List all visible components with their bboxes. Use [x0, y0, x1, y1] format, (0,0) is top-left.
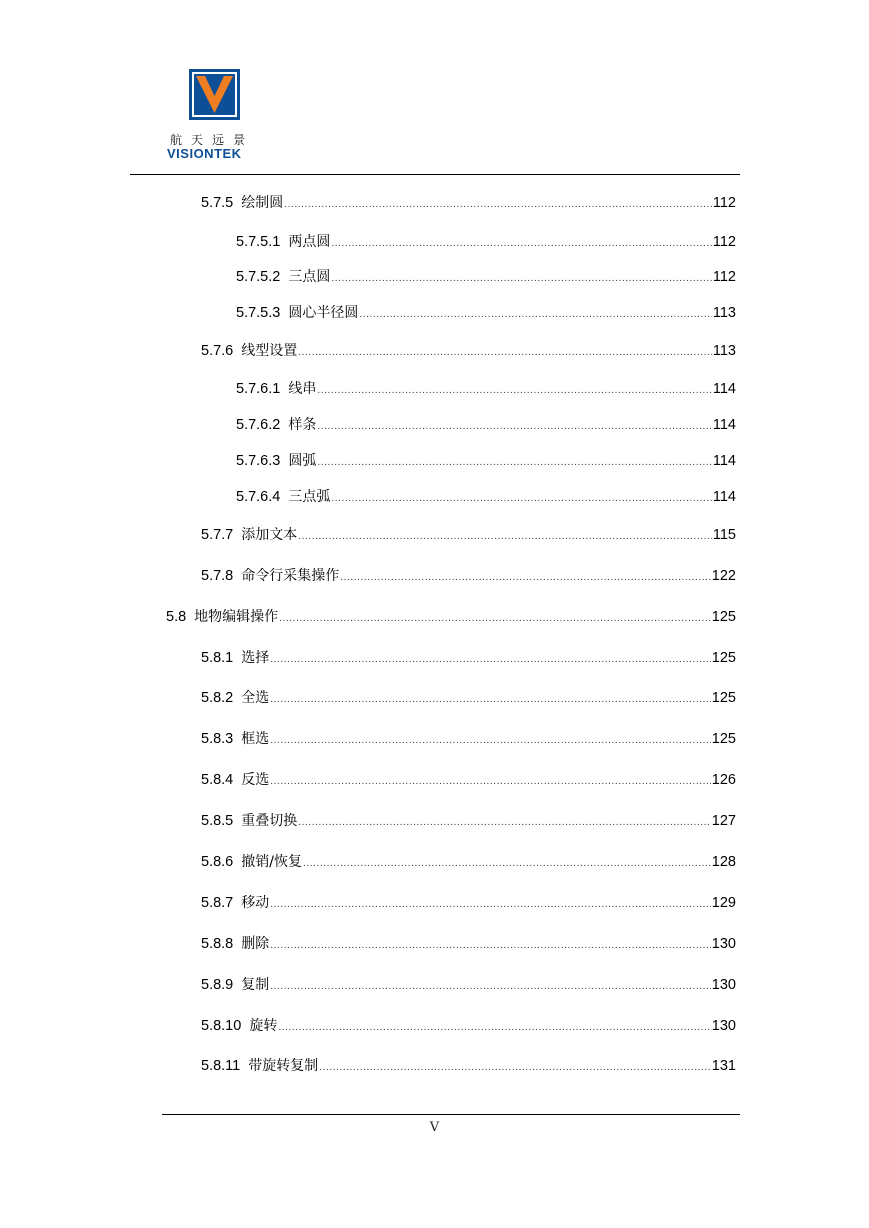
toc-page: 130	[711, 936, 736, 952]
toc-page: 113	[712, 305, 736, 321]
toc-number: 5.7.7	[201, 527, 234, 543]
toc-leader	[270, 772, 711, 792]
toc-number: 5.8.1	[201, 650, 234, 666]
toc-title: 全选	[241, 690, 270, 706]
toc-title: 线串	[288, 381, 317, 397]
toc-entry[interactable]	[201, 811, 736, 831]
toc-leader	[270, 977, 711, 997]
toc-entry[interactable]	[201, 893, 736, 913]
toc-page: 125	[711, 690, 736, 706]
toc-leader	[270, 731, 711, 751]
toc-entry[interactable]	[236, 415, 736, 435]
toc-title: 框选	[241, 731, 270, 747]
toc-entry[interactable]	[201, 341, 736, 361]
toc-number: 5.8.7	[201, 895, 234, 911]
toc-page: 112	[712, 269, 736, 285]
toc-number: 5.7.6.1	[236, 381, 281, 397]
toc-number: 5.8	[166, 609, 187, 625]
toc-page: 114	[712, 417, 736, 433]
toc-title: 选择	[241, 650, 270, 666]
toc-title: 删除	[241, 936, 270, 952]
toc-title: 复制	[241, 977, 270, 993]
toc-number: 5.7.6	[201, 343, 234, 359]
toc-leader	[270, 895, 711, 915]
toc-number: 5.7.5.1	[236, 234, 281, 250]
toc-entry[interactable]	[236, 232, 736, 252]
toc-entry[interactable]	[201, 852, 736, 872]
logo-chinese-text: 航天远景	[170, 133, 255, 147]
toc-number: 5.8.6	[201, 854, 234, 870]
toc-page: 114	[712, 453, 736, 469]
toc-entry[interactable]	[201, 770, 736, 790]
toc-leader	[284, 195, 712, 215]
toc-number: 5.7.8	[201, 568, 234, 584]
page-number: V	[429, 1120, 440, 1135]
toc-leader	[317, 453, 712, 473]
toc-leader	[359, 305, 712, 325]
toc-title: 重叠切换	[241, 813, 298, 829]
toc-page: 127	[711, 813, 736, 829]
toc-title: 旋转	[249, 1018, 278, 1034]
toc-page: 129	[711, 895, 736, 911]
toc-page: 128	[711, 854, 736, 870]
toc-number: 5.7.6.2	[236, 417, 281, 433]
toc-page: 125	[711, 609, 736, 625]
toc-title: 圆心半径圆	[288, 305, 359, 321]
toc-title: 反选	[241, 772, 270, 788]
toc-title: 样条	[288, 417, 317, 433]
toc-leader	[270, 936, 711, 956]
toc-number: 5.7.5.2	[236, 269, 281, 285]
toc-entry[interactable]	[201, 566, 736, 586]
footer-divider	[162, 1114, 740, 1115]
toc-page: 113	[712, 343, 736, 359]
toc-number: 5.7.6.4	[236, 489, 281, 505]
toc-leader	[331, 269, 712, 289]
toc-number: 5.8.4	[201, 772, 234, 788]
toc-number: 5.8.5	[201, 813, 234, 829]
toc-entry[interactable]	[201, 934, 736, 954]
toc-leader	[331, 234, 712, 254]
toc-title: 地物编辑操作	[194, 609, 279, 625]
toc-leader	[331, 489, 712, 509]
toc-page: 112	[712, 234, 736, 250]
toc-page: 131	[711, 1058, 736, 1074]
toc-title: 移动	[241, 895, 270, 911]
toc-entry[interactable]	[201, 729, 736, 749]
toc-number: 5.7.6.3	[236, 453, 281, 469]
toc-title: 带旋转复制	[248, 1058, 319, 1074]
toc-title: 两点圆	[288, 234, 331, 250]
toc-number: 5.7.5.3	[236, 305, 281, 321]
toc-page: 114	[712, 489, 736, 505]
toc-page: 125	[711, 731, 736, 747]
toc-leader	[270, 690, 711, 710]
toc-leader	[317, 381, 712, 401]
toc-page: 114	[712, 381, 736, 397]
toc-page: 115	[712, 527, 736, 543]
toc-number: 5.8.8	[201, 936, 234, 952]
toc-title: 三点弧	[288, 489, 331, 505]
toc-number: 5.8.9	[201, 977, 234, 993]
toc-entry[interactable]	[201, 648, 736, 668]
toc-leader	[278, 1018, 710, 1038]
toc-leader	[298, 343, 712, 363]
toc-page: 130	[711, 977, 736, 993]
toc-entry[interactable]	[236, 267, 736, 287]
visiontek-logo-icon	[189, 69, 240, 120]
toc-leader	[319, 1058, 711, 1078]
toc-page: 122	[711, 568, 736, 584]
toc-leader	[279, 609, 711, 629]
toc-entry[interactable]	[201, 193, 736, 213]
toc-title: 圆弧	[288, 453, 317, 469]
toc-entry[interactable]	[236, 451, 736, 471]
toc-leader	[303, 854, 711, 874]
toc-leader	[270, 650, 711, 670]
toc-title: 命令行采集操作	[241, 568, 340, 584]
toc-leader	[298, 813, 711, 833]
toc-entry[interactable]	[201, 975, 736, 995]
toc-number: 5.8.11	[201, 1058, 241, 1074]
toc-entry[interactable]	[236, 379, 736, 399]
toc-leader	[317, 417, 712, 437]
toc-number: 5.8.2	[201, 690, 234, 706]
toc-title: 三点圆	[288, 269, 331, 285]
toc-title: 添加文本	[241, 527, 298, 543]
toc-page: 130	[711, 1018, 736, 1034]
logo-english-text: VISIONTEK	[167, 146, 242, 161]
toc-entry[interactable]	[201, 688, 736, 708]
toc-title: 线型设置	[241, 343, 298, 359]
toc-entry[interactable]	[236, 487, 736, 507]
toc-leader	[340, 568, 711, 588]
toc-page: 126	[711, 772, 736, 788]
toc-entry[interactable]	[166, 607, 736, 627]
toc-page: 112	[712, 195, 736, 211]
toc-number: 5.8.3	[201, 731, 234, 747]
toc-entry[interactable]	[201, 1016, 736, 1036]
header-divider	[130, 174, 740, 175]
toc-number: 5.8.10	[201, 1018, 242, 1034]
toc-number: 5.7.5	[201, 195, 234, 211]
toc-entry[interactable]	[201, 1056, 736, 1076]
toc-leader	[298, 527, 712, 547]
toc-title: 绘制圆	[241, 195, 284, 211]
toc-title: 撤销/恢复	[241, 854, 302, 870]
toc-entry[interactable]	[201, 525, 736, 545]
toc-page: 125	[711, 650, 736, 666]
toc-entry[interactable]	[236, 303, 736, 323]
